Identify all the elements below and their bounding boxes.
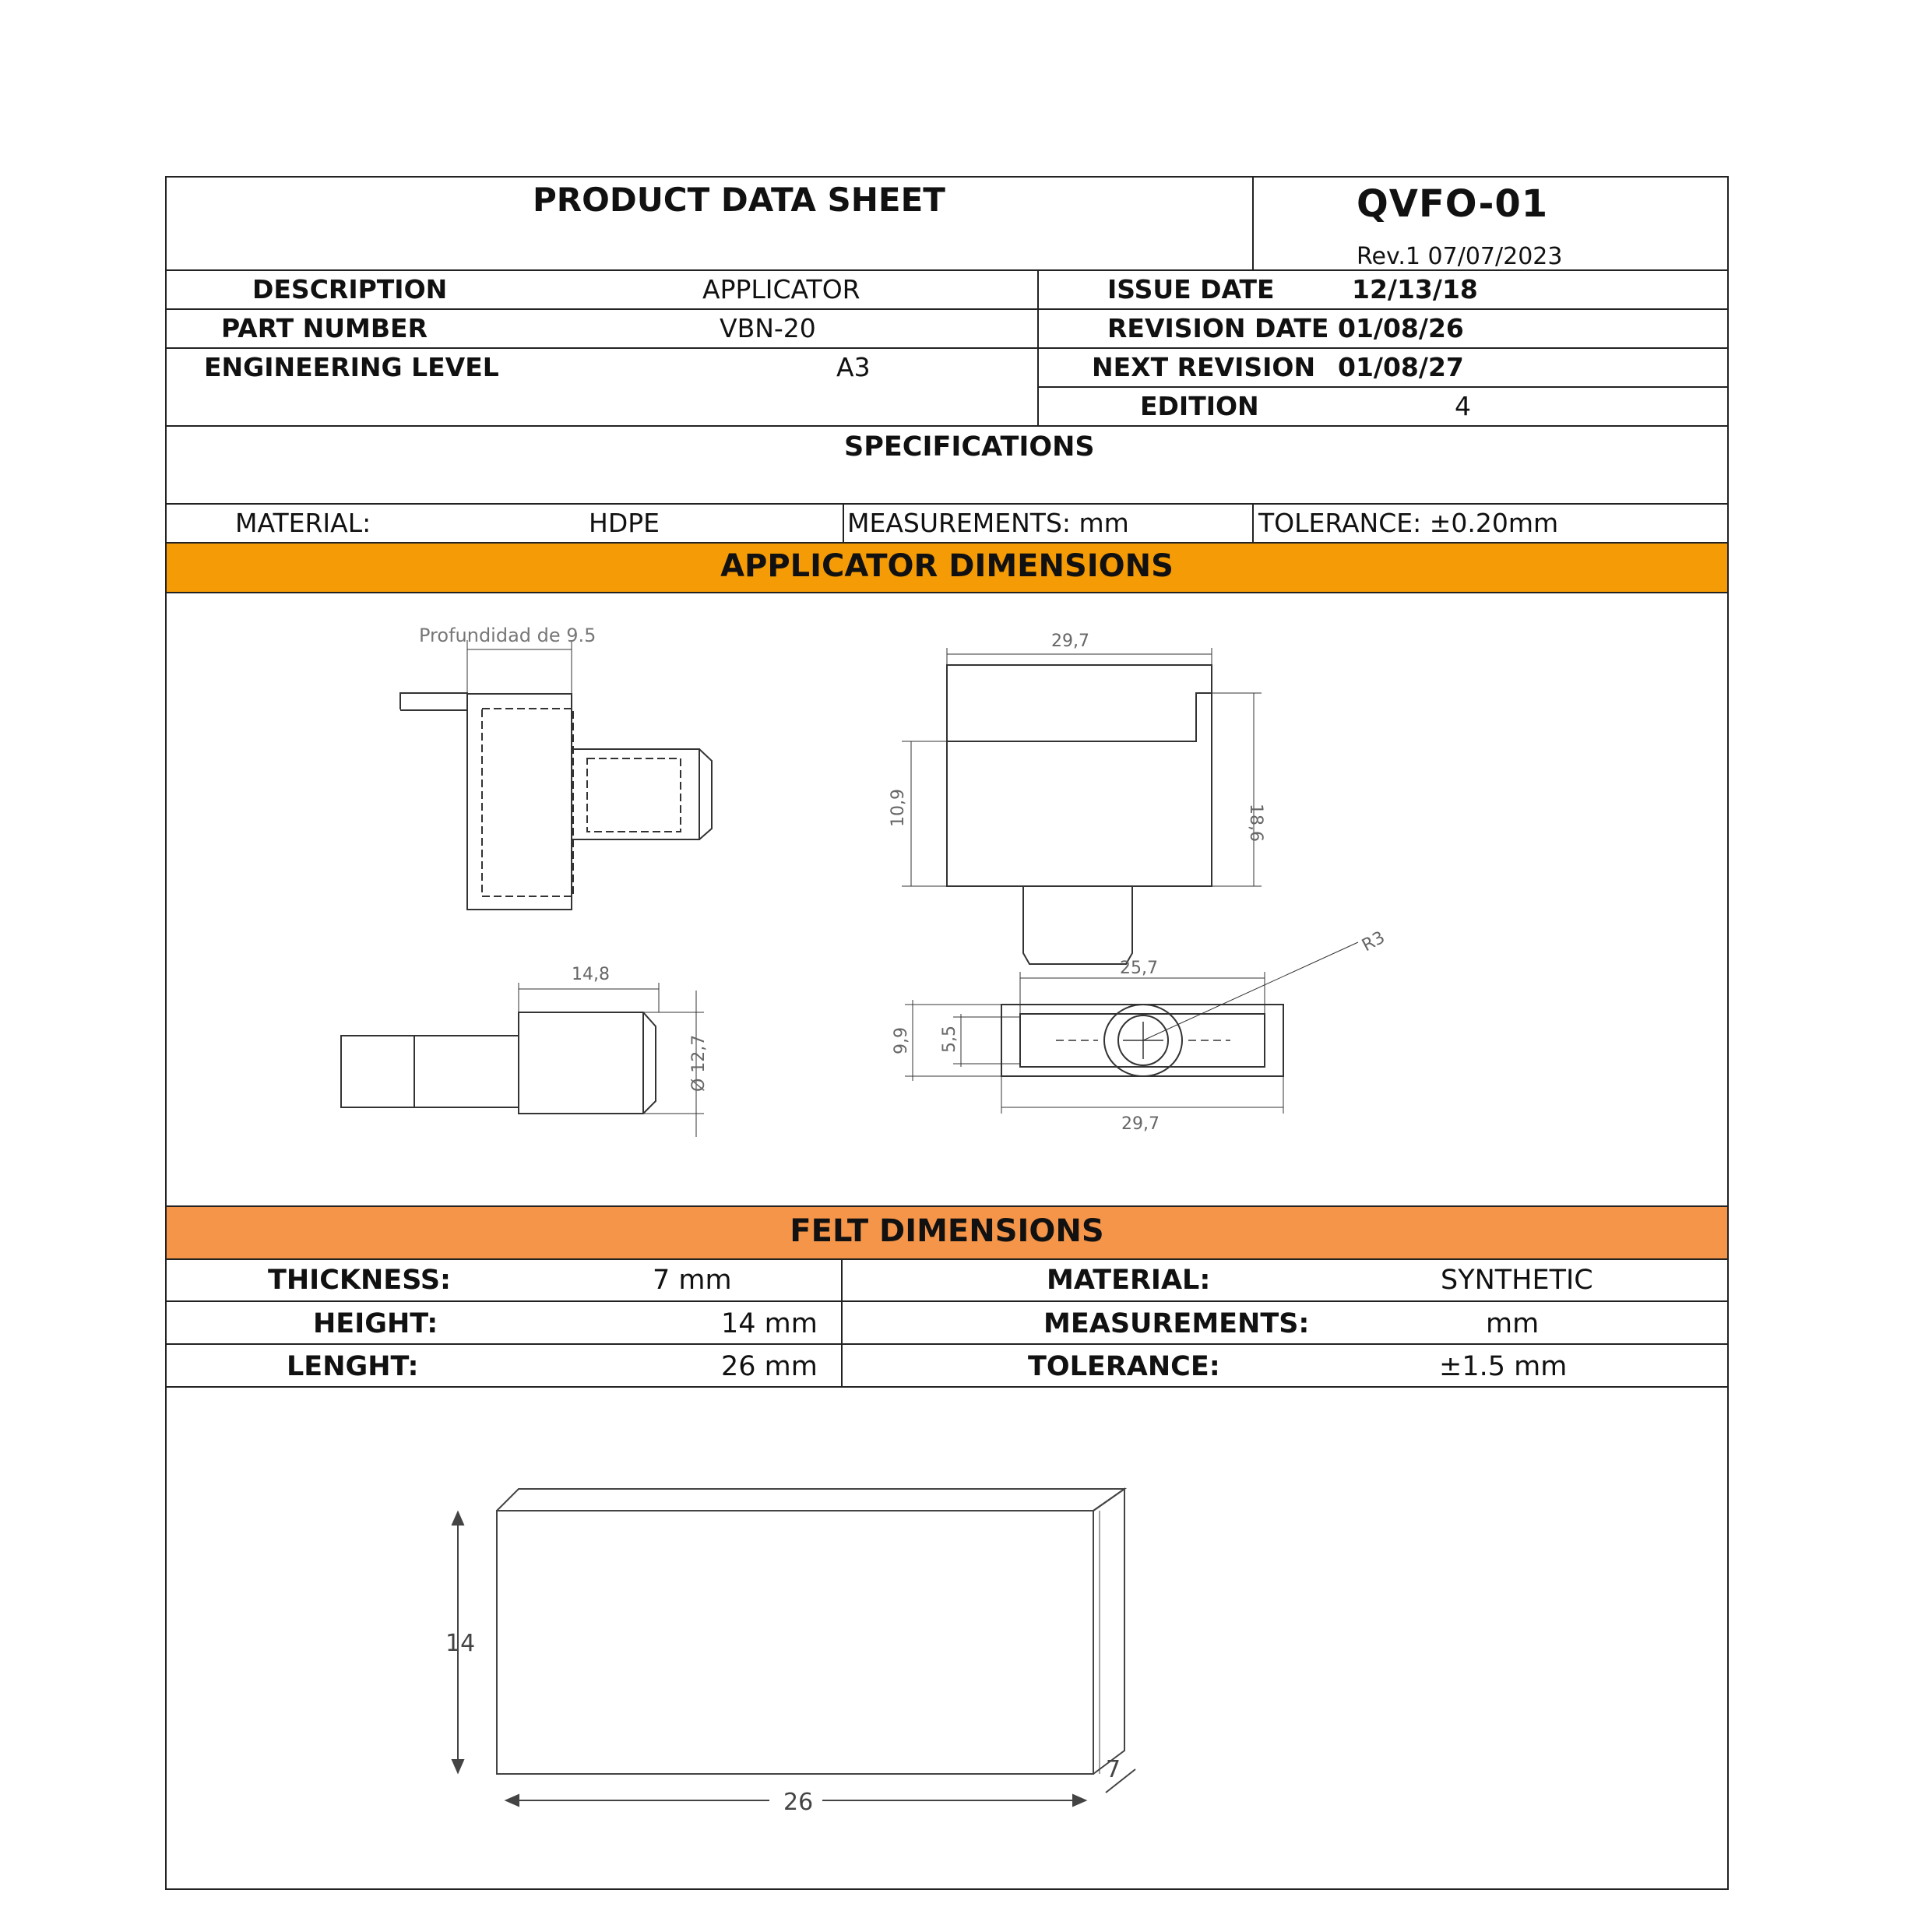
bottom-width-label: 29,7 xyxy=(1121,1114,1160,1134)
divider xyxy=(167,269,1727,271)
left-height-label: 10,9 xyxy=(889,789,908,827)
diameter-label: Ø 12,7 xyxy=(689,1034,709,1092)
applicator-drawing xyxy=(167,593,1727,1201)
felt-thickness-label: 7 xyxy=(1106,1756,1121,1783)
felt-tolerance-value: ±1.5 mm xyxy=(1439,1351,1568,1382)
part-number-value: VBN-20 xyxy=(720,313,816,343)
spec-divider xyxy=(1252,503,1254,542)
divider xyxy=(167,503,1727,505)
felt-dimensions-title: FELT DIMENSIONS xyxy=(790,1213,1104,1249)
measurements-text: MEASUREMENTS: mm xyxy=(847,508,1129,538)
info-divider xyxy=(1037,269,1039,425)
felt-material-value: SYNTHETIC xyxy=(1441,1265,1593,1296)
felt-table-divider xyxy=(841,1260,843,1386)
edition-value: 4 xyxy=(1455,391,1471,421)
applicator-dimensions-title: APPLICATOR DIMENSIONS xyxy=(720,548,1174,584)
felt-material-label: MATERIAL: xyxy=(1047,1265,1211,1296)
felt-block xyxy=(497,1489,1124,1774)
issue-date-label: ISSUE DATE xyxy=(1107,274,1275,304)
divider xyxy=(1037,386,1727,388)
top-width-label: 29,7 xyxy=(1051,632,1089,651)
thickness-value: 7 mm xyxy=(653,1265,732,1296)
outer-height-label: 9,9 xyxy=(892,1027,911,1054)
engineering-level-value: A3 xyxy=(836,352,871,382)
felt-measurements-label: MEASUREMENTS: xyxy=(1043,1308,1310,1339)
document-code: QVFO-01 xyxy=(1357,182,1549,226)
right-height-label: 18,6 xyxy=(1246,804,1265,842)
applicator-dimensions-band xyxy=(167,542,1727,593)
felt-tolerance-label: TOLERANCE: xyxy=(1028,1351,1220,1382)
revision-date-label: REVISION DATE xyxy=(1107,313,1329,343)
length-value: 26 mm xyxy=(721,1351,818,1382)
radius-label: R3 xyxy=(1359,927,1388,956)
material-value: HDPE xyxy=(589,508,660,538)
next-revision-label: NEXT REVISION xyxy=(1092,352,1316,382)
divider xyxy=(167,1300,1727,1302)
divider xyxy=(167,308,1727,310)
issue-date-value: 12/13/18 xyxy=(1352,274,1478,304)
specifications-title: SPECIFICATIONS xyxy=(844,431,1095,463)
slot-height-label: 5,5 xyxy=(940,1026,959,1053)
felt-length-label: 26 xyxy=(783,1789,814,1816)
engineering-level-label: ENGINEERING LEVEL xyxy=(204,352,499,382)
felt-height-label: 14 xyxy=(445,1630,476,1657)
header-divider xyxy=(1252,178,1254,269)
divider xyxy=(167,425,1727,427)
thickness-label: THICKNESS: xyxy=(268,1265,452,1296)
revision-note: Rev.1 07/07/2023 xyxy=(1357,243,1563,270)
divider xyxy=(167,347,1727,349)
applicator-front-view xyxy=(902,648,1262,964)
page-title: PRODUCT DATA SHEET xyxy=(533,181,945,219)
product-data-sheet xyxy=(165,176,1729,1890)
applicator-side-view xyxy=(400,640,712,910)
felt-measurements-value: mm xyxy=(1486,1308,1540,1339)
slot-length-label: 25,7 xyxy=(1120,959,1158,978)
applicator-bottom-view xyxy=(341,983,704,1137)
felt-drawing xyxy=(167,1388,1727,1886)
depth-note-label: Profundidad de 9.5 xyxy=(419,625,596,646)
revision-date-value: 01/08/26 xyxy=(1338,313,1464,343)
next-revision-value: 01/08/27 xyxy=(1338,352,1464,382)
tolerance-text: TOLERANCE: ±0.20mm xyxy=(1258,508,1559,538)
height-label: HEIGHT: xyxy=(313,1308,438,1339)
divider xyxy=(167,1343,1727,1345)
description-value: APPLICATOR xyxy=(702,274,860,304)
length-label: LENGHT: xyxy=(287,1351,419,1382)
material-label: MATERIAL: xyxy=(235,508,371,538)
shaft-length-label: 14,8 xyxy=(572,965,610,984)
felt-dimensions-band xyxy=(167,1205,1727,1260)
description-label: DESCRIPTION xyxy=(252,274,448,304)
spec-divider xyxy=(843,503,844,542)
felt-dimension-lines xyxy=(452,1512,1135,1806)
part-number-label: PART NUMBER xyxy=(221,313,428,343)
edition-label: EDITION xyxy=(1140,391,1259,421)
height-value: 14 mm xyxy=(721,1308,818,1339)
